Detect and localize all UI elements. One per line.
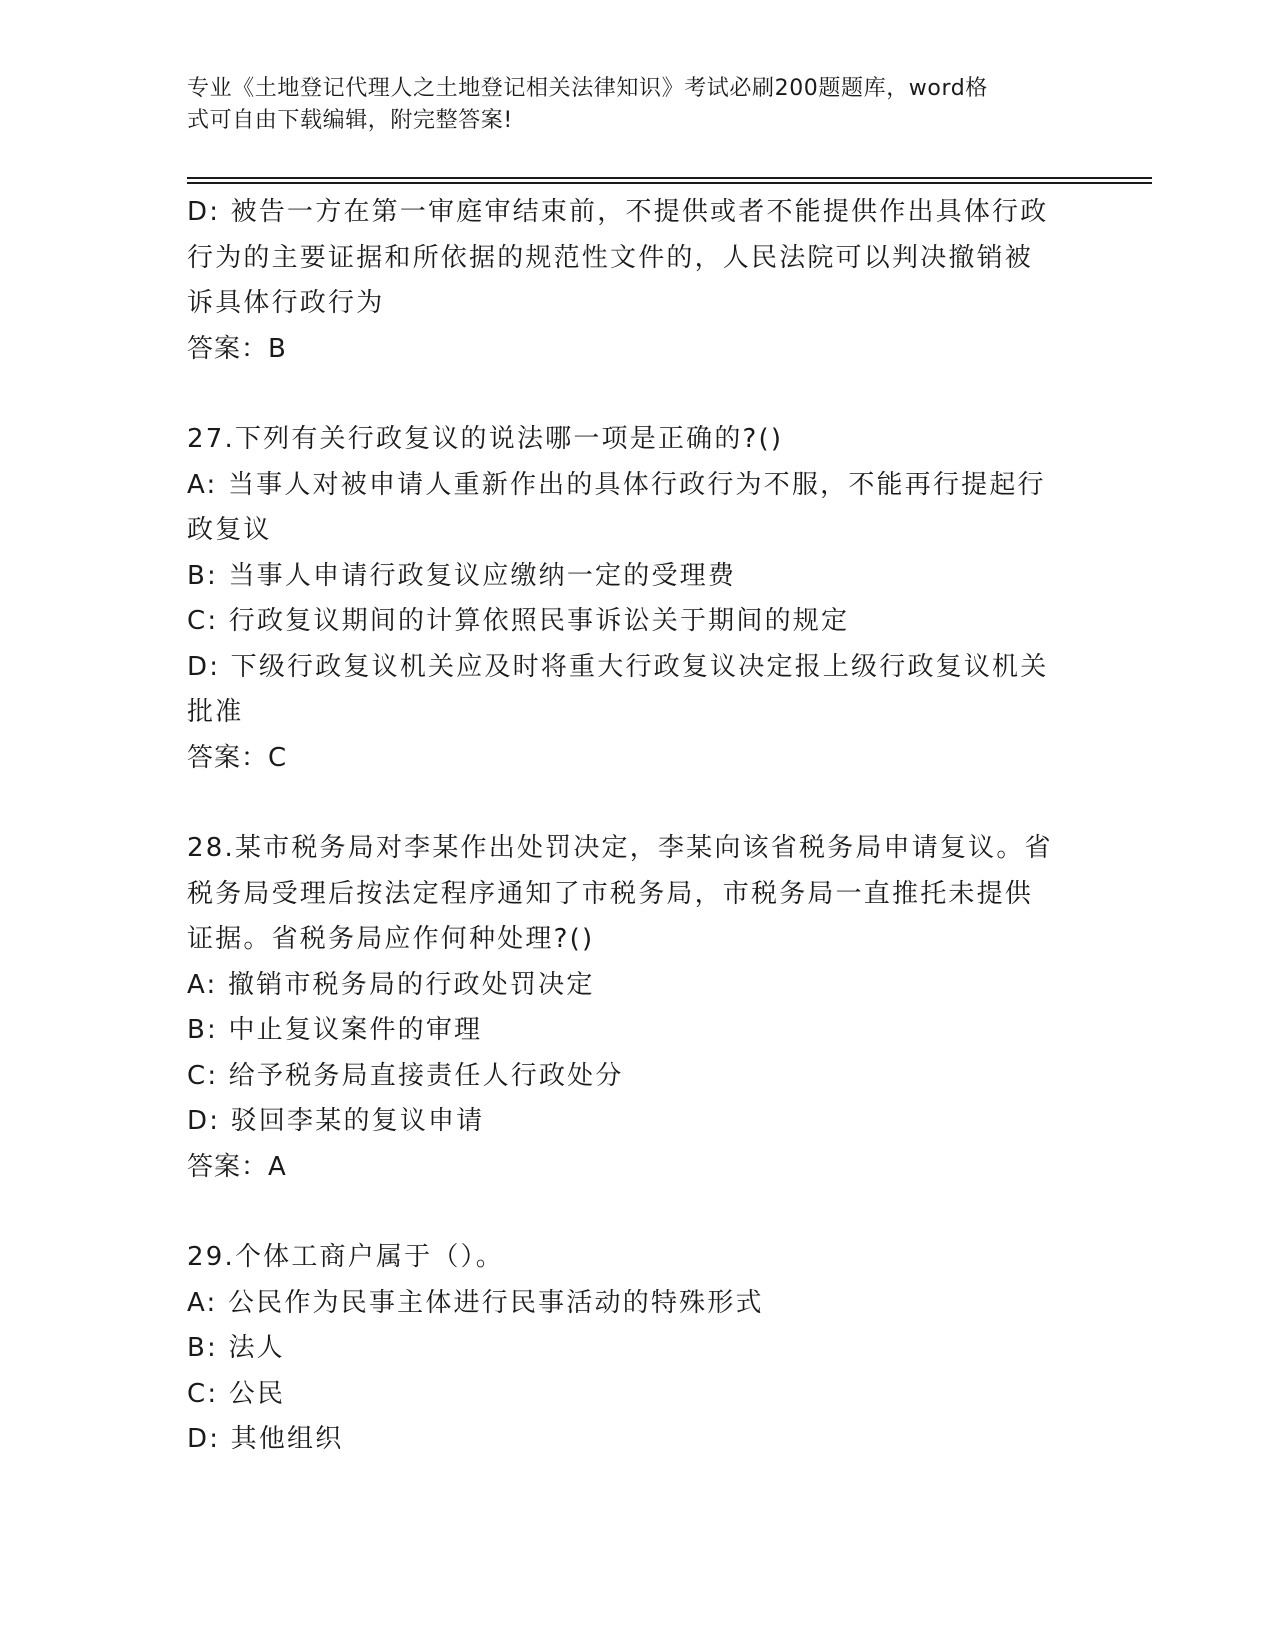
answer: 答案：C — [187, 742, 288, 773]
question-28 — [187, 826, 1077, 1190]
option-d-line-1: D: 下级行政复议机关应及时将重大行政复议决定报上级行政复议机关 — [187, 651, 1049, 682]
option-a-line-2: 政复议 — [187, 515, 272, 545]
option-b: B: 法人 — [187, 1333, 285, 1363]
document-body — [187, 190, 1077, 1463]
answer: 答案：A — [187, 1151, 287, 1182]
option-c: C: 公民 — [187, 1378, 286, 1409]
question-text-line-1: 28.某市税务局对李某作出处罚决定，李某向该省税务局申请复议。省 — [187, 833, 1053, 863]
answer: 答案：B — [187, 333, 287, 364]
option-b: B: 中止复议案件的审理 — [187, 1015, 483, 1045]
header-line-1: 专业《土地登记代理人之土地登记相关法律知识》考试必刷200题题库，word格 — [187, 76, 988, 101]
spacer — [187, 781, 1077, 826]
spacer — [187, 372, 1077, 417]
question-text: 27.下列有关行政复议的说法哪一项是正确的?() — [187, 424, 784, 454]
option-b: B: 当事人申请行政复议应缴纳一定的受理费 — [187, 560, 737, 591]
option-d-line-1: D: 被告一方在第一审庭审结束前，不提供或者不能提供作出具体行政 — [187, 197, 1049, 227]
question-27 — [187, 417, 1077, 781]
spacer — [187, 1190, 1077, 1235]
header-divider-bottom — [187, 182, 1152, 184]
question-29 — [187, 1235, 1077, 1463]
option-d-line-2: 批准 — [187, 697, 244, 727]
option-c: C: 给予税务局直接责任人行政处分 — [187, 1060, 624, 1091]
header-divider-top — [187, 177, 1152, 179]
option-d-line-2: 行为的主要证据和所依据的规范性文件的，人民法院可以判决撤销被 — [187, 242, 1034, 273]
option-d: D: 其他组织 — [187, 1424, 344, 1454]
option-d-line-3: 诉具体行政行为 — [187, 288, 385, 318]
question-text: 29.个体工商户属于（）。 — [187, 1242, 504, 1272]
option-a: A: 公民作为民事主体进行民事活动的特殊形式 — [187, 1287, 764, 1318]
header-line-2: 式可自由下载编辑，附完整答案! — [187, 108, 513, 133]
option-a-line-1: A: 当事人对被申请人重新作出的具体行政行为不服，不能再行提起行 — [187, 469, 1046, 500]
document-header — [187, 73, 1067, 137]
question-26-tail — [187, 190, 1077, 372]
option-c: C: 行政复议期间的计算依照民事诉讼关于期间的规定 — [187, 606, 850, 636]
option-a: A: 撤销市税务局的行政处罚决定 — [187, 969, 595, 1000]
option-d: D: 驳回李某的复议申请 — [187, 1106, 485, 1136]
question-text-line-2: 税务局受理后按法定程序通知了市税务局，市税务局一直推托未提供 — [187, 878, 1034, 909]
question-text-line-3: 证据。省税务局应作何种处理?() — [187, 924, 595, 954]
